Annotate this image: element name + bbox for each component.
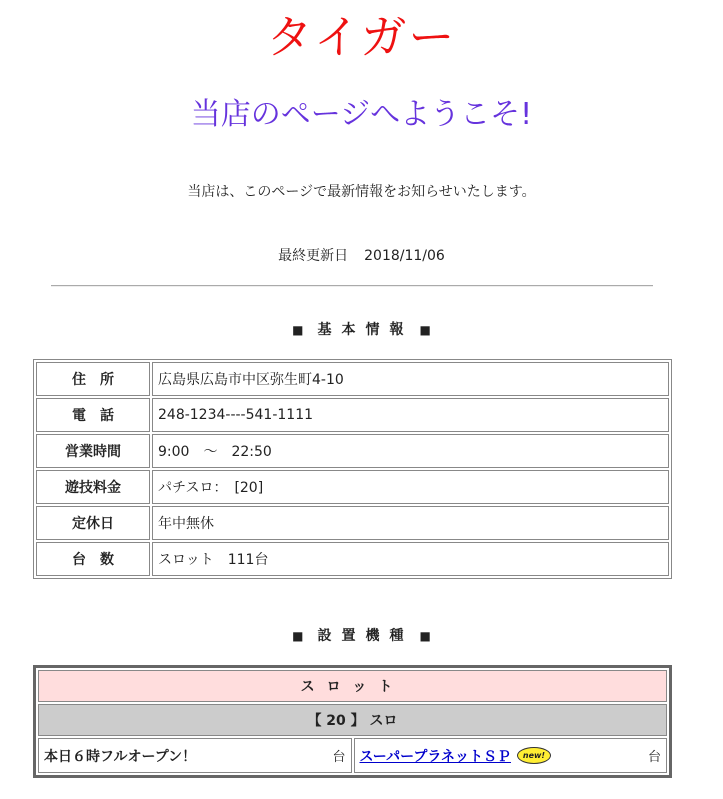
heading-marker-right: ■: [419, 629, 431, 643]
heading-marker-left: ■: [292, 323, 304, 337]
machine-row: [38, 738, 667, 773]
heading-marker-right: ■: [419, 323, 431, 337]
intro-text: 当店は、このページで最新情報をお知らせいたします。: [187, 184, 536, 200]
models-heading: [0, 625, 723, 647]
models-table: [33, 665, 672, 778]
info-label-hours: 営業時間: [36, 434, 150, 468]
info-row-rates: [36, 470, 669, 504]
heading-marker-left: ■: [292, 629, 304, 643]
info-label-machine-count: 台 数: [36, 542, 150, 576]
info-value-hours: 9:00 ～ 22:50: [152, 434, 669, 468]
info-value-address: 広島県広島市中区弥生町4-10: [152, 362, 669, 396]
basic-info-table: [33, 359, 672, 579]
info-value-rates: パチスロ： [20]: [152, 470, 669, 504]
info-label-phone: 電 話: [36, 398, 150, 432]
welcome-message: 当店のページへようこそ!: [190, 97, 533, 132]
machine-unit: 台: [647, 750, 661, 765]
info-row-phone: [36, 398, 669, 432]
info-label-address: 住 所: [36, 362, 150, 396]
info-value-holiday: 年中無休: [152, 506, 669, 540]
machine-link[interactable]: スーパープラネットＳＰ: [359, 748, 511, 765]
machine-unit: 台: [332, 750, 346, 765]
info-row-machine-count: [36, 542, 669, 576]
category-header: スロット: [38, 670, 667, 702]
machine-cell: [38, 738, 352, 773]
basic-info-heading-text: 基本情報: [317, 322, 414, 338]
machine-name: 本日６時フルオープン！: [44, 748, 197, 765]
divider: [51, 285, 653, 287]
rate-header: 【 20 】 スロ: [38, 704, 667, 736]
models-heading-text: 設置機種: [317, 628, 414, 644]
info-row-hours: [36, 434, 669, 468]
last-updated-date: 2018/11/06: [364, 248, 445, 264]
info-row-address: [36, 362, 669, 396]
shop-name: タイガー: [266, 10, 457, 64]
info-label-rates: 遊技料金: [36, 470, 150, 504]
info-row-holiday: [36, 506, 669, 540]
last-updated-label: 最終更新日: [278, 248, 349, 264]
last-updated: [0, 245, 723, 267]
basic-info-heading: [0, 319, 723, 341]
info-value-machine-count: スロット 111台: [152, 542, 669, 576]
info-value-phone: 248-1234----541-1111: [152, 398, 669, 432]
new-badge-icon: new!: [517, 747, 551, 764]
info-label-holiday: 定休日: [36, 506, 150, 540]
machine-cell: [354, 738, 668, 773]
